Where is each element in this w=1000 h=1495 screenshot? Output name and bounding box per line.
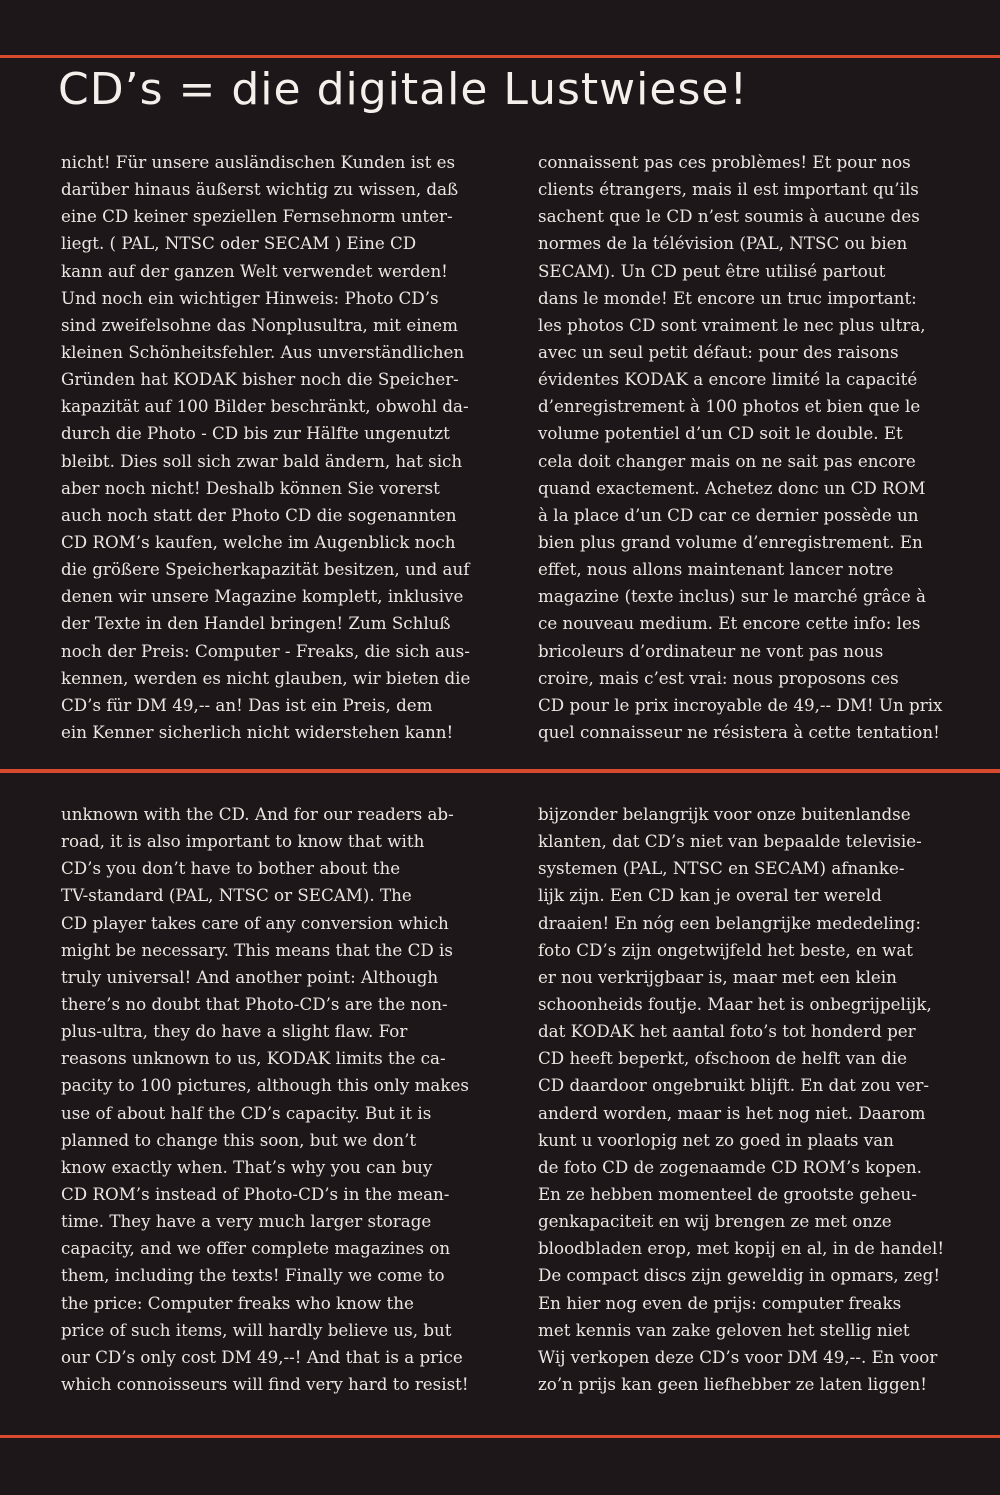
text-line: met kennis van zake geloven het stellig niet [538,1319,910,1340]
text-line: know exactly when. That’s why you can buy [61,1156,433,1177]
text-line: sachent que le CD n’est soumis à aucune des [538,206,920,227]
text-line: De compact discs zijn geweldig in opmars, zeg! [538,1265,941,1286]
text-line: volume potentiel d’un CD soit le double. Et [538,423,903,444]
text-line: ce nouveau medium. Et encore cette info: les [538,613,921,634]
text-line: draaien! En nóg een belangrijke mededeling: [538,912,921,933]
text-line: zo’n prijs kan geen liefhebber ze laten liggen! [538,1373,927,1394]
text-line: aber noch nicht! Deshalb können Sie vorerst [61,477,440,498]
text-line: CD pour le prix incroyable de 49,-- DM! Un prix [538,694,943,715]
text-line: auch noch statt der Photo CD die sogenannten [61,504,457,525]
text-line: TV-standard (PAL, NTSC or SECAM). The [61,885,412,906]
text-line: d’enregistrement à 100 photos et bien que le [538,396,921,417]
english-column [61,801,508,1398]
text-line: road, it is also important to know that with [61,831,425,852]
text-line: En hier nog even de prijs: computer freaks [538,1292,902,1313]
text-line: durch die Photo - CD bis zur Hälfte ungenutzt [61,423,450,444]
text-line: bien plus grand volume d’enregistrement. En [538,531,923,552]
text-line: sind zweifelsohne das Nonplusultra, mit einem [61,314,458,335]
text-line: liegt. ( PAL, NTSC oder SECAM ) Eine CD [61,233,417,254]
text-line: quand exactement. Achetez donc un CD ROM [538,477,926,498]
text-line: clients étrangers, mais il est important qu’ils [538,179,919,200]
text-line: les photos CD sont vraiment le nec plus ultra, [538,314,926,335]
text-line: die größere Speicherkapazität besitzen, und auf [61,559,470,580]
text-line: reasons unknown to us, KODAK limits the ca- [61,1048,446,1069]
text-line: use of about half the CD’s capacity. But it is [61,1102,432,1123]
text-line: the price: Computer freaks who know the [61,1292,414,1313]
text-line: cela doit changer mais on ne sait pas encore [538,450,916,471]
text-line: ein Kenner sicherlich nicht widerstehen kann! [61,721,454,742]
text-line: bijzonder belangrijk voor onze buitenlandse [538,804,911,824]
text-line: de foto CD de zogenaamde CD ROM’s kopen. [538,1156,922,1177]
text-line: which connoisseurs will find very hard to resist! [61,1373,469,1394]
text-line: SECAM). Un CD peut être utilisé partout [538,260,886,281]
text-line: anderd worden, maar is het nog niet. Daarom [538,1102,926,1123]
german-column [61,149,508,746]
text-line: foto CD’s zijn ongetwijfeld het beste, en wat [538,939,913,960]
dutch-column [538,801,985,1398]
text-line: plus-ultra, they do have a slight flaw. For [61,1021,408,1042]
text-line: darüber hinaus äußerst wichtig zu wissen, daß [61,179,459,200]
text-line: CD player takes care of any conversion which [61,912,449,933]
text-line: CD daardoor ongebruikt blijft. En dat zou ver- [538,1075,929,1096]
text-line: avec un seul petit défaut: pour des raisons [538,341,899,362]
text-line: croire, mais c’est vrai: nous proposons ces [538,667,899,688]
text-line: price of such items, will hardly believe us, but [61,1319,452,1340]
text-line: truly universal! And another point: Although [61,966,439,987]
text-line: CD ROM’s kaufen, welche im Augenblick noch [61,531,456,552]
text-line: noch der Preis: Computer - Freaks, die sich aus- [61,640,470,661]
text-line: kleinen Schönheitsfehler. Aus unverständlichen [61,341,465,362]
text-line: magazine (texte inclus) sur le marché grâce à [538,586,926,607]
text-line: there’s no doubt that Photo-CD’s are the non- [61,993,448,1014]
text-line: En ze hebben momenteel de grootste geheu- [538,1183,917,1204]
text-line: bloodbladen erop, met kopij en al, in de handel! [538,1238,945,1259]
text-line: bricoleurs d’ordinateur ne vont pas nous [538,640,884,661]
text-line: kennen, werden es nicht glauben, wir bieten die [61,667,471,688]
text-line: capacity, and we offer complete magazines on [61,1238,451,1259]
text-line: évidentes KODAK a encore limité la capacité [538,369,918,390]
text-line: effet, nous allons maintenant lancer notre [538,559,894,580]
text-line: normes de la télévision (PAL, NTSC ou bien [538,233,908,254]
middle-red-rule [0,769,1000,773]
text-line: might be necessary. This means that the CD is [61,939,453,960]
text-line: Wij verkopen deze CD’s voor DM 49,--. En voor [538,1346,938,1367]
text-line: der Texte in den Handel bringen! Zum Schluß [61,613,451,634]
text-line: quel connaisseur ne résistera à cette tentation! [538,721,940,742]
text-line: pacity to 100 pictures, although this only makes [61,1075,469,1096]
text-line: CD ROM’s instead of Photo-CD’s in the mean- [61,1183,450,1204]
text-line: unknown with the CD. And for our readers ab- [61,804,454,824]
text-line: dans le monde! Et encore un truc important: [538,287,917,308]
text-line: them, including the texts! Finally we come to [61,1265,445,1286]
text-line: systemen (PAL, NTSC en SECAM) afnanke- [538,858,905,879]
text-line: schoonheids foutje. Maar het is onbegrijpelijk, [538,993,932,1014]
text-line: CD’s für DM 49,-- an! Das ist ein Preis, dem [61,694,433,715]
french-column [538,149,985,746]
text-line: connaissent pas ces problèmes! Et pour nos [538,152,911,172]
text-line: lijk zijn. Een CD kan je overal ter wereld [538,885,882,906]
bottom-red-rule [0,1435,1000,1438]
text-line: nicht! Für unsere ausländischen Kunden ist es [61,152,456,172]
text-line: genkapaciteit en wij brengen ze met onze [538,1211,892,1232]
text-line: er nou verkrijgbaar is, maar met een klein [538,966,897,987]
top-red-rule [0,55,1000,58]
text-line: bleibt. Dies soll sich zwar bald ändern, hat sich [61,450,463,471]
text-line: Und noch ein wichtiger Hinweis: Photo CD’s [61,287,439,308]
text-line: kapazität auf 100 Bilder beschränkt, obwohl da- [61,396,469,417]
text-line: CD’s you don’t have to bother about the [61,858,401,879]
text-line: kunt u voorlopig net zo goed in plaats van [538,1129,894,1150]
text-line: kann auf der ganzen Welt verwendet werden! [61,260,448,281]
text-line: Gründen hat KODAK bisher noch die Speicher- [61,369,459,390]
page-title: CD’s = die digitale Lustwiese! [58,64,749,115]
text-line: planned to change this soon, but we don’t [61,1129,417,1150]
text-line: klanten, dat CD’s niet van bepaalde televisie- [538,831,922,852]
text-line: CD heeft beperkt, ofschoon de helft van die [538,1048,908,1069]
text-line: dat KODAK het aantal foto’s tot honderd per [538,1021,916,1042]
text-line: denen wir unsere Magazine komplett, inklusive [61,586,464,607]
text-line: eine CD keiner speziellen Fernsehnorm unter- [61,206,453,227]
text-line: à la place d’un CD car ce dernier possède un [538,504,919,525]
text-line: our CD’s only cost DM 49,--! And that is a price [61,1346,463,1367]
text-line: time. They have a very much larger storage [61,1211,432,1232]
